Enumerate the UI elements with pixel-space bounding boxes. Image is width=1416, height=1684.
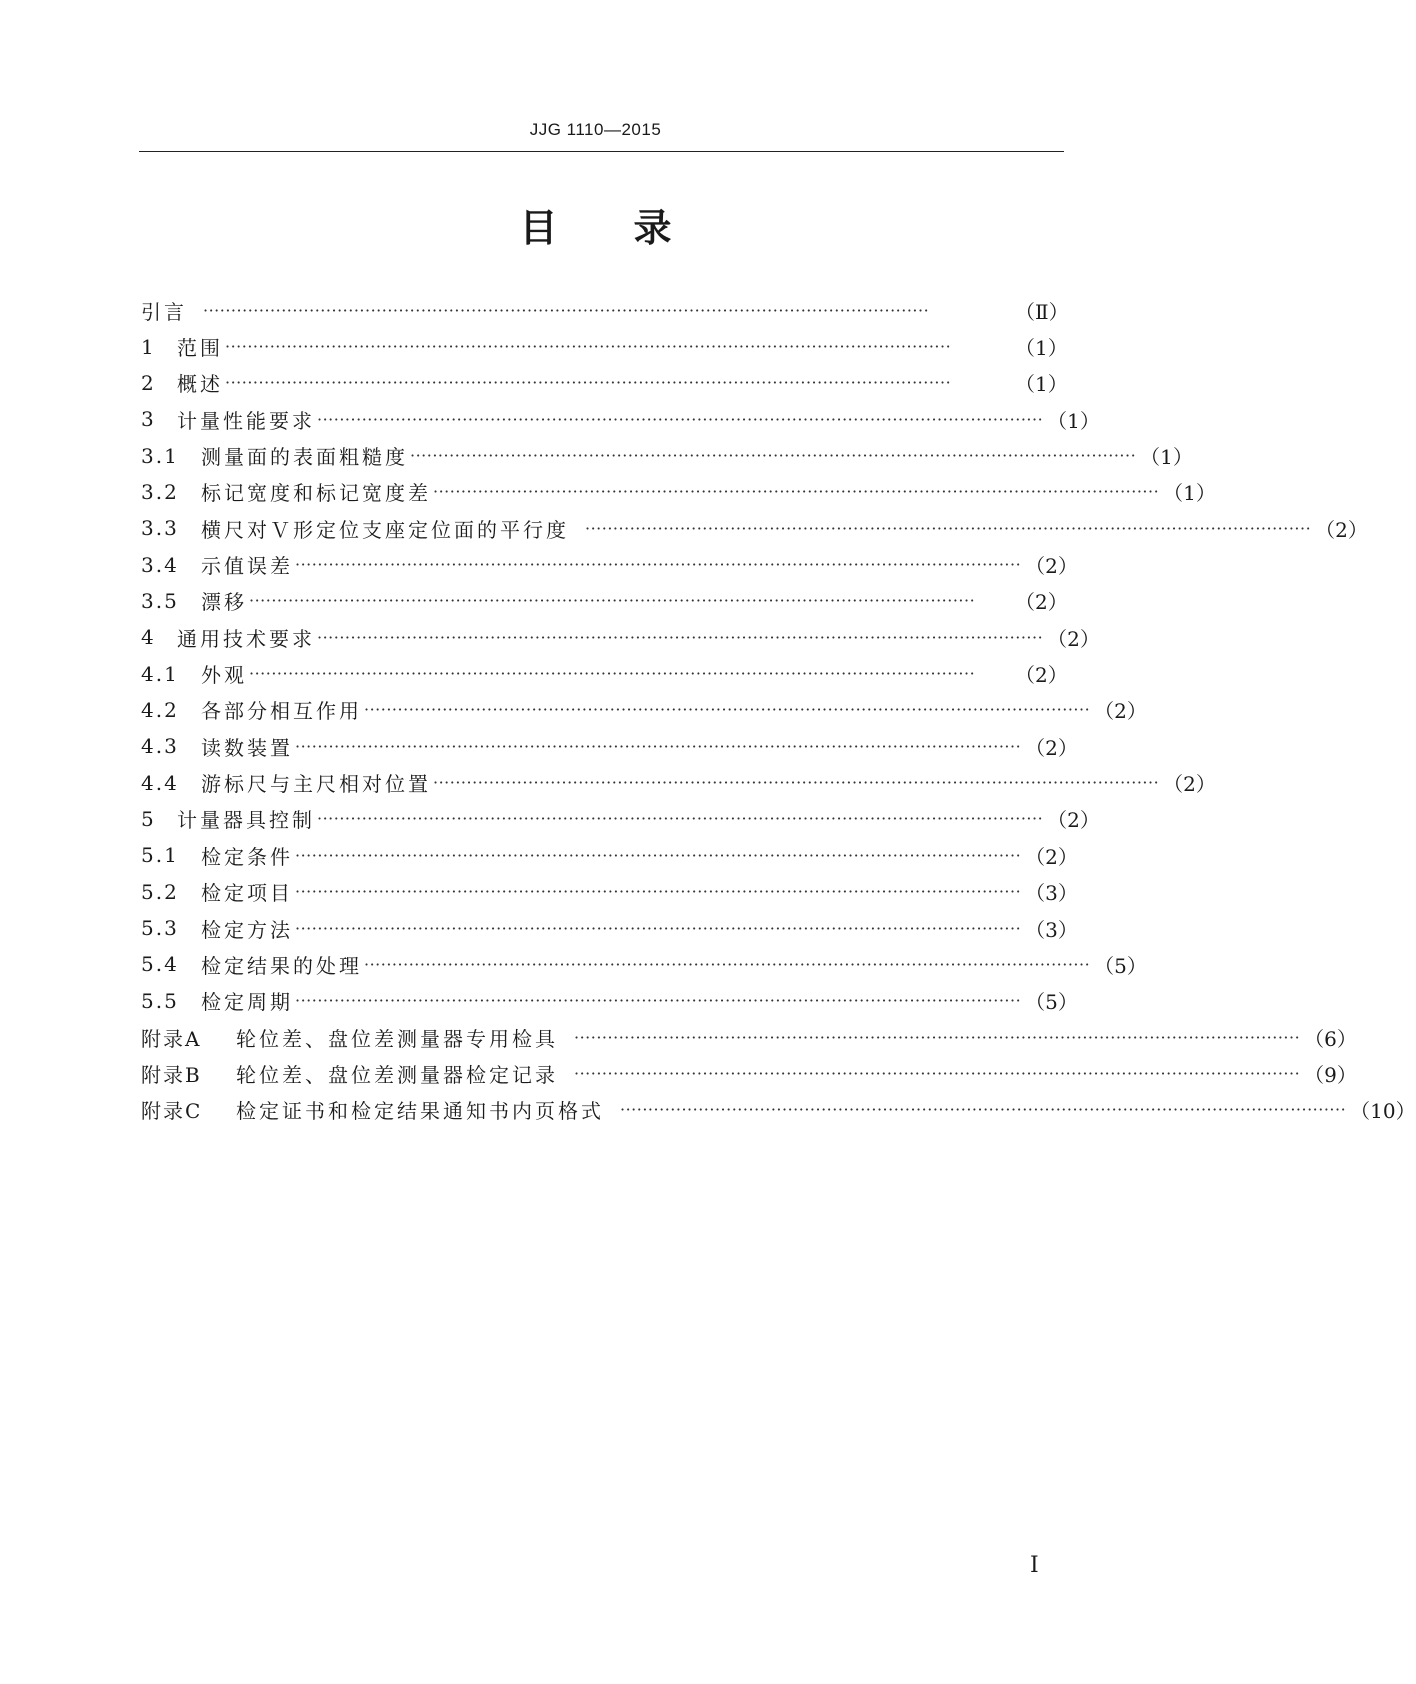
- toc-entry-title: 计量器具控制: [177, 808, 315, 833]
- toc-entry-number: 3.1: [141, 443, 179, 468]
- toc-entry[interactable]: [141, 983, 1078, 1019]
- toc-leader-dots: ··································································································································: [364, 700, 1091, 720]
- toc-entry[interactable]: [141, 910, 1078, 946]
- toc-entry-number: 3.2: [141, 479, 179, 504]
- toc-entry[interactable]: [141, 583, 1068, 619]
- toc-entry[interactable]: [141, 728, 1078, 764]
- toc-entry-title: 检定证书和检定结果通知书内页格式: [236, 1099, 604, 1124]
- toc-entry-title: 引言: [141, 299, 187, 324]
- toc-entry-page: （5）: [1025, 990, 1078, 1015]
- toc-leader-dots: ··································································································································: [225, 337, 952, 357]
- toc-leader-dots: ··································································································································: [203, 300, 930, 320]
- toc-entry-number: 附录A: [141, 1026, 202, 1051]
- toc-entry[interactable]: [141, 1055, 1357, 1091]
- toc-entry-page: （2）: [1163, 772, 1216, 797]
- toc-entry[interactable]: [141, 401, 1100, 437]
- toc-entry-page: （2）: [1025, 554, 1078, 579]
- toc-entry-number: 5.3: [141, 916, 179, 941]
- toc-entry[interactable]: [141, 292, 1069, 328]
- toc-entry-page: （1）: [1015, 336, 1068, 361]
- toc-entry[interactable]: [141, 474, 1216, 510]
- toc-entry-title: 外观: [201, 663, 247, 688]
- toc-entry-number: 4.3: [141, 734, 179, 759]
- toc-leader-dots: ··································································································································: [225, 373, 952, 393]
- toc-entry-title: 检定项目: [201, 881, 293, 906]
- toc-entry[interactable]: [141, 437, 1193, 473]
- toc-entry-page: （2）: [1015, 663, 1068, 688]
- toc-entry-title: 各部分相互作用: [201, 699, 362, 724]
- toc-entry[interactable]: [141, 328, 1068, 364]
- toc-entry[interactable]: [141, 1092, 1416, 1128]
- toc-entry[interactable]: [141, 801, 1100, 837]
- toc-entry-page: （3）: [1025, 917, 1078, 942]
- toc-entry-title: 计量性能要求: [177, 408, 315, 433]
- toc-entry-number: 4: [141, 625, 156, 650]
- toc-entry-title: 轮位差、盘位差测量器检定记录: [236, 1062, 558, 1087]
- toc-entry-number: 3: [141, 407, 156, 432]
- toc-entry-page: （2）: [1094, 699, 1147, 724]
- toc-entry-title: 检定条件: [201, 844, 293, 869]
- toc-entry-page: （1）: [1047, 408, 1100, 433]
- toc-entry-title: 概述: [177, 372, 223, 397]
- toc-entry-number: 附录C: [141, 1099, 203, 1124]
- toc-entry-number: 5: [141, 806, 156, 831]
- toc-entry-number: 5.4: [141, 952, 179, 977]
- toc-leader-dots: ··································································································································: [574, 1063, 1301, 1083]
- toc-entry-page: （2）: [1315, 517, 1368, 542]
- toc-entry-page: （6）: [1304, 1026, 1357, 1051]
- toc-leader-dots: ··································································································································: [295, 736, 1022, 756]
- toc-leader-dots: ··································································································································: [295, 845, 1022, 865]
- toc-entry-title: 读数装置: [201, 735, 293, 760]
- toc-entry-number: 5.2: [141, 879, 179, 904]
- toc-leader-dots: ··································································································································: [295, 882, 1022, 902]
- toc-leader-dots: ··································································································································: [317, 409, 1044, 429]
- toc-entry[interactable]: [141, 510, 1368, 546]
- toc-entry[interactable]: [141, 837, 1078, 873]
- toc-entry-number: 4.4: [141, 770, 179, 795]
- toc-entry-page: （10）: [1350, 1099, 1416, 1124]
- toc-entry[interactable]: [141, 365, 1068, 401]
- toc-leader-dots: ··································································································································: [295, 555, 1022, 575]
- toc-entry[interactable]: [141, 764, 1216, 800]
- page-title: 目录: [519, 206, 748, 250]
- toc-entry-title: 通用技术要求: [177, 626, 315, 651]
- toc-entry[interactable]: [141, 546, 1078, 582]
- toc-entry-page: （2）: [1015, 590, 1068, 615]
- toc-leader-dots: ··································································································································: [620, 1100, 1347, 1120]
- toc-entry-page: （9）: [1304, 1062, 1357, 1087]
- toc-entry-title: 漂移: [201, 590, 247, 615]
- toc-entry[interactable]: [141, 946, 1147, 982]
- toc-leader-dots: ··································································································································: [574, 1027, 1301, 1047]
- toc-entry-title: 游标尺与主尺相对位置: [201, 772, 431, 797]
- page-number: Ⅰ: [1030, 1553, 1039, 1578]
- toc-entry-page: （2）: [1047, 808, 1100, 833]
- toc-entry-number: 2: [141, 370, 156, 395]
- toc-entry-page: （2）: [1025, 735, 1078, 760]
- toc-entry-title: 检定结果的处理: [201, 953, 362, 978]
- toc-entry-page: （1）: [1015, 372, 1068, 397]
- toc-leader-dots: ··································································································································: [433, 773, 1160, 793]
- toc-entry-title: 标记宽度和标记宽度差: [201, 481, 431, 506]
- toc-entry-title: 检定周期: [201, 990, 293, 1015]
- toc-leader-dots: ··································································································································: [585, 518, 1312, 538]
- toc-leader-dots: ··································································································································: [317, 809, 1044, 829]
- toc-entry-title: 轮位差、盘位差测量器专用检具: [236, 1026, 558, 1051]
- toc-leader-dots: ··································································································································: [249, 591, 976, 611]
- toc-entry-page: （2）: [1047, 626, 1100, 651]
- toc-leader-dots: ··································································································································: [364, 954, 1091, 974]
- toc-entry-page: （3）: [1025, 881, 1078, 906]
- toc-entry-number: 3.5: [141, 588, 179, 613]
- toc-entry-page: （5）: [1094, 953, 1147, 978]
- document-code: JJG 1110—2015: [529, 120, 662, 139]
- toc-leader-dots: ··································································································································: [410, 446, 1137, 466]
- toc-entry[interactable]: [141, 1019, 1357, 1055]
- toc-entry-page: （Ⅱ）: [1015, 299, 1069, 324]
- toc-entry-number: 附录B: [141, 1062, 202, 1087]
- toc-entry-number: 5.5: [141, 988, 179, 1013]
- toc-entry-number: 1: [141, 334, 156, 359]
- toc-leader-dots: ··································································································································: [433, 482, 1160, 502]
- toc-leader-dots: ··································································································································: [249, 664, 976, 684]
- toc-entry[interactable]: [141, 655, 1068, 691]
- toc-entry-title: 检定方法: [201, 917, 293, 942]
- header-divider: [139, 151, 1064, 152]
- table-of-contents: [141, 292, 1416, 1128]
- toc-entry-page: （2）: [1025, 844, 1078, 869]
- toc-entry-title: 示值误差: [201, 554, 293, 579]
- toc-entry[interactable]: [141, 619, 1100, 655]
- toc-entry-number: 5.1: [141, 843, 179, 868]
- toc-entry-title: 测量面的表面粗糙度: [201, 445, 408, 470]
- toc-entry[interactable]: [141, 692, 1147, 728]
- toc-entry-page: （1）: [1140, 445, 1193, 470]
- toc-leader-dots: ··································································································································: [295, 991, 1022, 1011]
- toc-entry-number: 3.4: [141, 552, 179, 577]
- toc-entry-title: 横尺对Ｖ形定位支座定位面的平行度: [201, 517, 569, 542]
- toc-entry-title: 范围: [177, 336, 223, 361]
- toc-entry-number: 3.3: [141, 516, 179, 541]
- toc-entry-number: 4.2: [141, 697, 179, 722]
- toc-entry-page: （1）: [1163, 481, 1216, 506]
- toc-entry-number: 4.1: [141, 661, 179, 686]
- toc-leader-dots: ··································································································································: [295, 918, 1022, 938]
- toc-leader-dots: ··································································································································: [317, 627, 1044, 647]
- toc-entry[interactable]: [141, 874, 1078, 910]
